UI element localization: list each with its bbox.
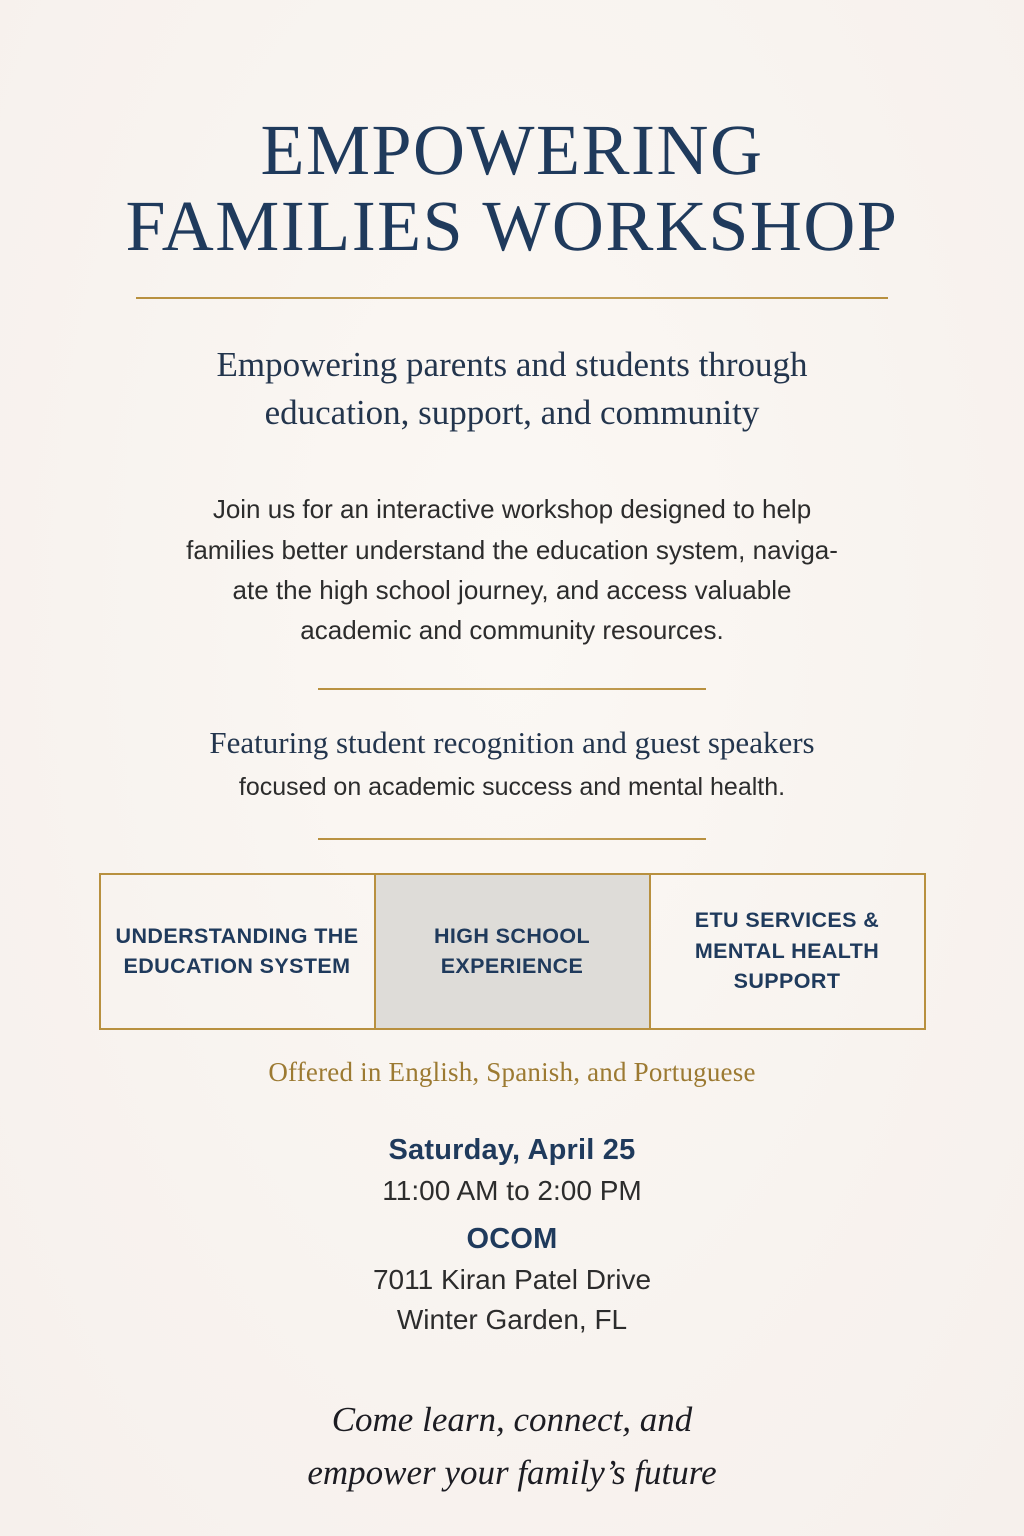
divider-featuring-bottom <box>318 838 706 840</box>
title-line-1: EMPOWERING <box>260 110 764 190</box>
closing-message <box>192 1394 832 1499</box>
featuring-block <box>209 688 814 839</box>
topic-box-2[interactable]: HIGH SCHOOL EXPERIENCE <box>374 875 649 1028</box>
title-line-2: FAMILIES WORKSHOP <box>125 186 899 267</box>
subtitle-line-1: Empowering parents and students through <box>216 344 808 384</box>
divider-top <box>136 297 888 299</box>
event-address-line-2: Winter Garden, FL <box>396 1303 628 1335</box>
event-venue: OCOM <box>466 1222 558 1255</box>
featuring-subline: focused on academic success and mental health. <box>238 773 786 802</box>
topic-box-1[interactable]: UNDERSTANDING THE EDUCATION SYSTEM <box>115 923 359 979</box>
event-address-line-1: 7011 Kiran Patel Drive <box>372 1263 652 1295</box>
subtitle-line-2: education, support, and community <box>264 392 760 432</box>
featuring-headline: Featuring student recognition and guest speakers <box>209 725 815 761</box>
topic-box-3[interactable]: ETU SERVICES & MENTAL HEALTH SUPPORT <box>649 875 924 1028</box>
event-date: Saturday, April 25 <box>388 1133 636 1166</box>
closing-line-2: empower your family’s future <box>307 1452 717 1492</box>
intro-line-4: academic and community resources. <box>300 615 724 646</box>
intro-line-3: ate the high school journey, and access valuable <box>232 574 792 605</box>
page-title <box>0 112 1024 265</box>
topic-boxes <box>99 873 926 1030</box>
intro-paragraph <box>142 489 882 650</box>
event-time: 11:00 AM to 2:00 PM <box>382 1174 642 1206</box>
intro-line-1: Join us for an interactive workshop designed to help <box>212 494 812 525</box>
details-spacer <box>373 1211 651 1219</box>
subtitle <box>152 341 872 438</box>
closing-line-1: Come learn, connect, and <box>331 1400 693 1440</box>
event-details <box>373 1130 651 1340</box>
languages-offered: Offered in English, Spanish, and Portuguese <box>268 1056 756 1087</box>
intro-line-2: families better understand the education system, naviga- <box>186 534 838 565</box>
divider-featuring-top <box>318 688 706 690</box>
